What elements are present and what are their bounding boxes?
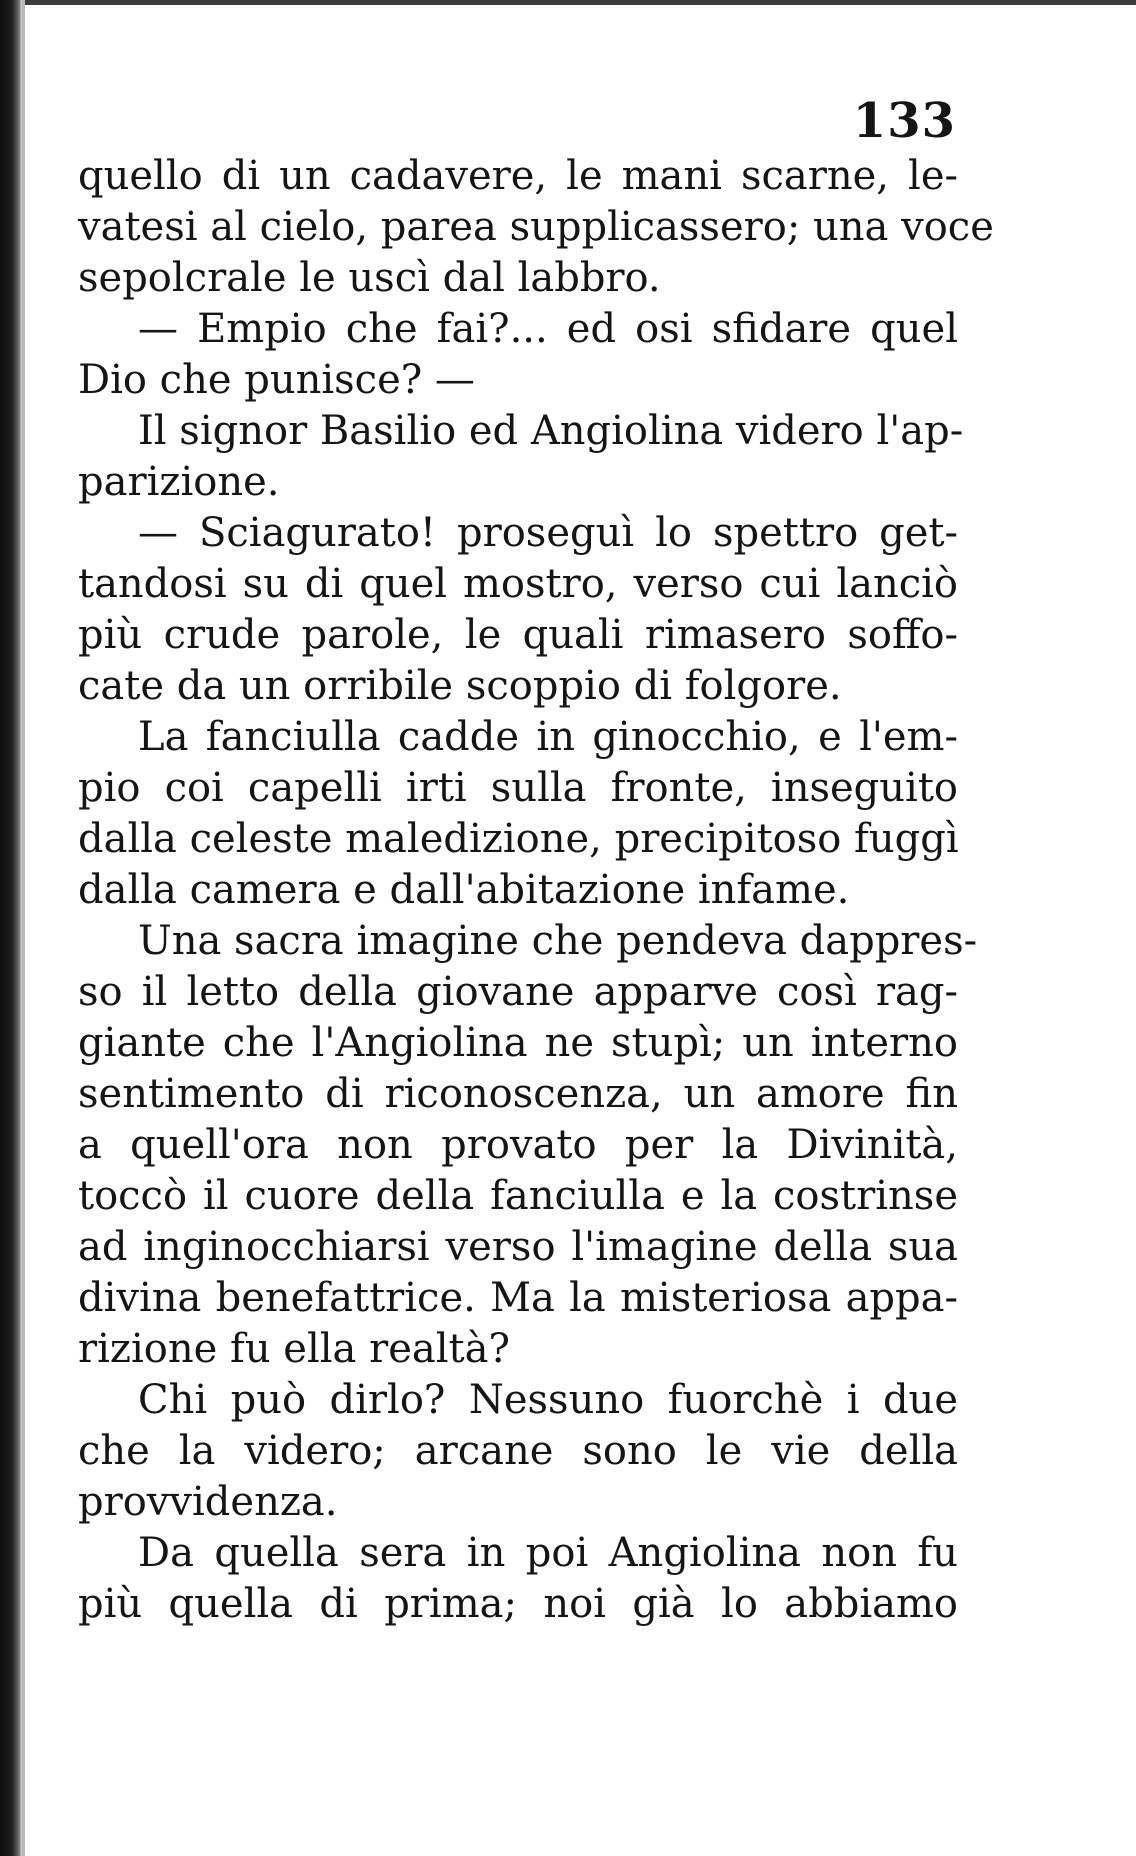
text-line: dalla celeste maledizione, precipitoso fuggì [78, 816, 959, 862]
text-line: quello di un cadavere, le mani scarne, le- [78, 153, 958, 199]
text-line: a quell'ora non provato per la Divinità, [78, 1122, 958, 1168]
text-line: rizione fu ella realtà? [78, 1326, 510, 1372]
text-line: giante che l'Angiolina ne stupì; un interno [78, 1020, 958, 1066]
text-line: provvidenza. [78, 1479, 338, 1525]
text-line: — Empio che fai?... ed osi sfidare quel [138, 306, 958, 352]
binding-edge [22, 0, 25, 1856]
text-line: cate da un orribile scoppio di folgore. [78, 663, 842, 709]
text-line: tandosi su di quel mostro, verso cui lanciò [78, 561, 958, 607]
text-line: più quella di prima; noi già lo abbiamo [78, 1581, 958, 1627]
text-line: che la videro; arcane sono le vie della [78, 1428, 958, 1474]
text-line: dalla camera e dall'abitazione infame. [78, 867, 850, 913]
page-number: 133 [852, 93, 956, 149]
text-line: toccò il cuore della fanciulla e la costrinse [78, 1173, 958, 1219]
text-line: ad inginocchiarsi verso l'imagine della sua [78, 1224, 958, 1270]
text-line: so il letto della giovane apparve così rag- [78, 969, 958, 1015]
text-line: Il signor Basilio ed Angiolina videro l'ap- [138, 408, 964, 454]
text-line: sentimento di riconoscenza, un amore fin [78, 1071, 958, 1117]
text-line: La fanciulla cadde in ginocchio, e l'em- [138, 714, 958, 760]
text-line: Da quella sera in poi Angiolina non fu [138, 1530, 958, 1576]
text-line: divina benefattrice. Ma la misteriosa appa- [78, 1275, 958, 1321]
text-line: — Sciagurato! proseguì lo spettro get- [138, 510, 958, 556]
text-line: Una sacra imagine che pendeva dappres- [138, 918, 978, 964]
text-line: più crude parole, le quali rimasero soffo- [78, 612, 958, 658]
book-binding-shadow [0, 0, 22, 1856]
text-line: vatesi al cielo, parea supplicassero; una voce [78, 204, 994, 250]
page-top-edge [0, 0, 1136, 5]
text-line: sepolcrale le uscì dal labbro. [78, 255, 661, 301]
text-line: Chi può dirlo? Nessuno fuorchè i due [138, 1377, 958, 1423]
text-line: Dio che punisce? — [78, 357, 475, 403]
text-line: parizione. [78, 459, 280, 505]
text-line: pio coi capelli irti sulla fronte, inseguito [78, 765, 958, 811]
